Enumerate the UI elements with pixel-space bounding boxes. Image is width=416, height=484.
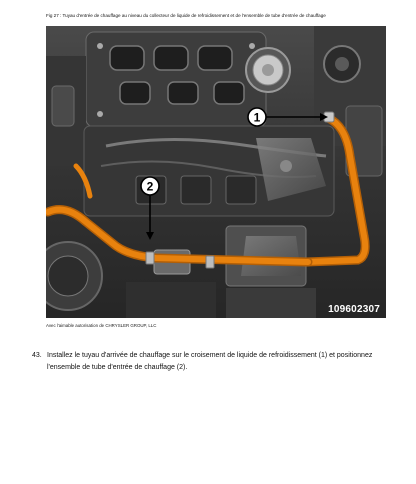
callout-2-label: 2 <box>146 179 154 194</box>
filler-cap <box>246 48 290 92</box>
figure-caption: Fig 27 : Tuyau d'entrée de chauffage au niveau du collecteur de liquide de refroidissement et de l'ensemble de tube d'entrée de chauffage <box>46 13 326 18</box>
procedure-step <box>32 350 392 374</box>
intake-manifold <box>86 32 266 127</box>
engine-figure <box>46 26 386 318</box>
engine-block <box>84 126 334 216</box>
image-credit: Avec l'aimable autorisation de CHRYSLER GROUP, LLC <box>46 323 157 328</box>
step-text: Installez le tuyau d'arrivée de chauffage sur le croisement de liquide de refroidissement (1) et positionnez l'ensemble de tube d'entrée de chauffage (2). <box>47 352 373 371</box>
callout-1-label: 1 <box>253 110 261 125</box>
engine-photo <box>46 26 386 318</box>
image-id: 109602307 <box>328 304 380 315</box>
step-number: 43. <box>32 352 42 359</box>
